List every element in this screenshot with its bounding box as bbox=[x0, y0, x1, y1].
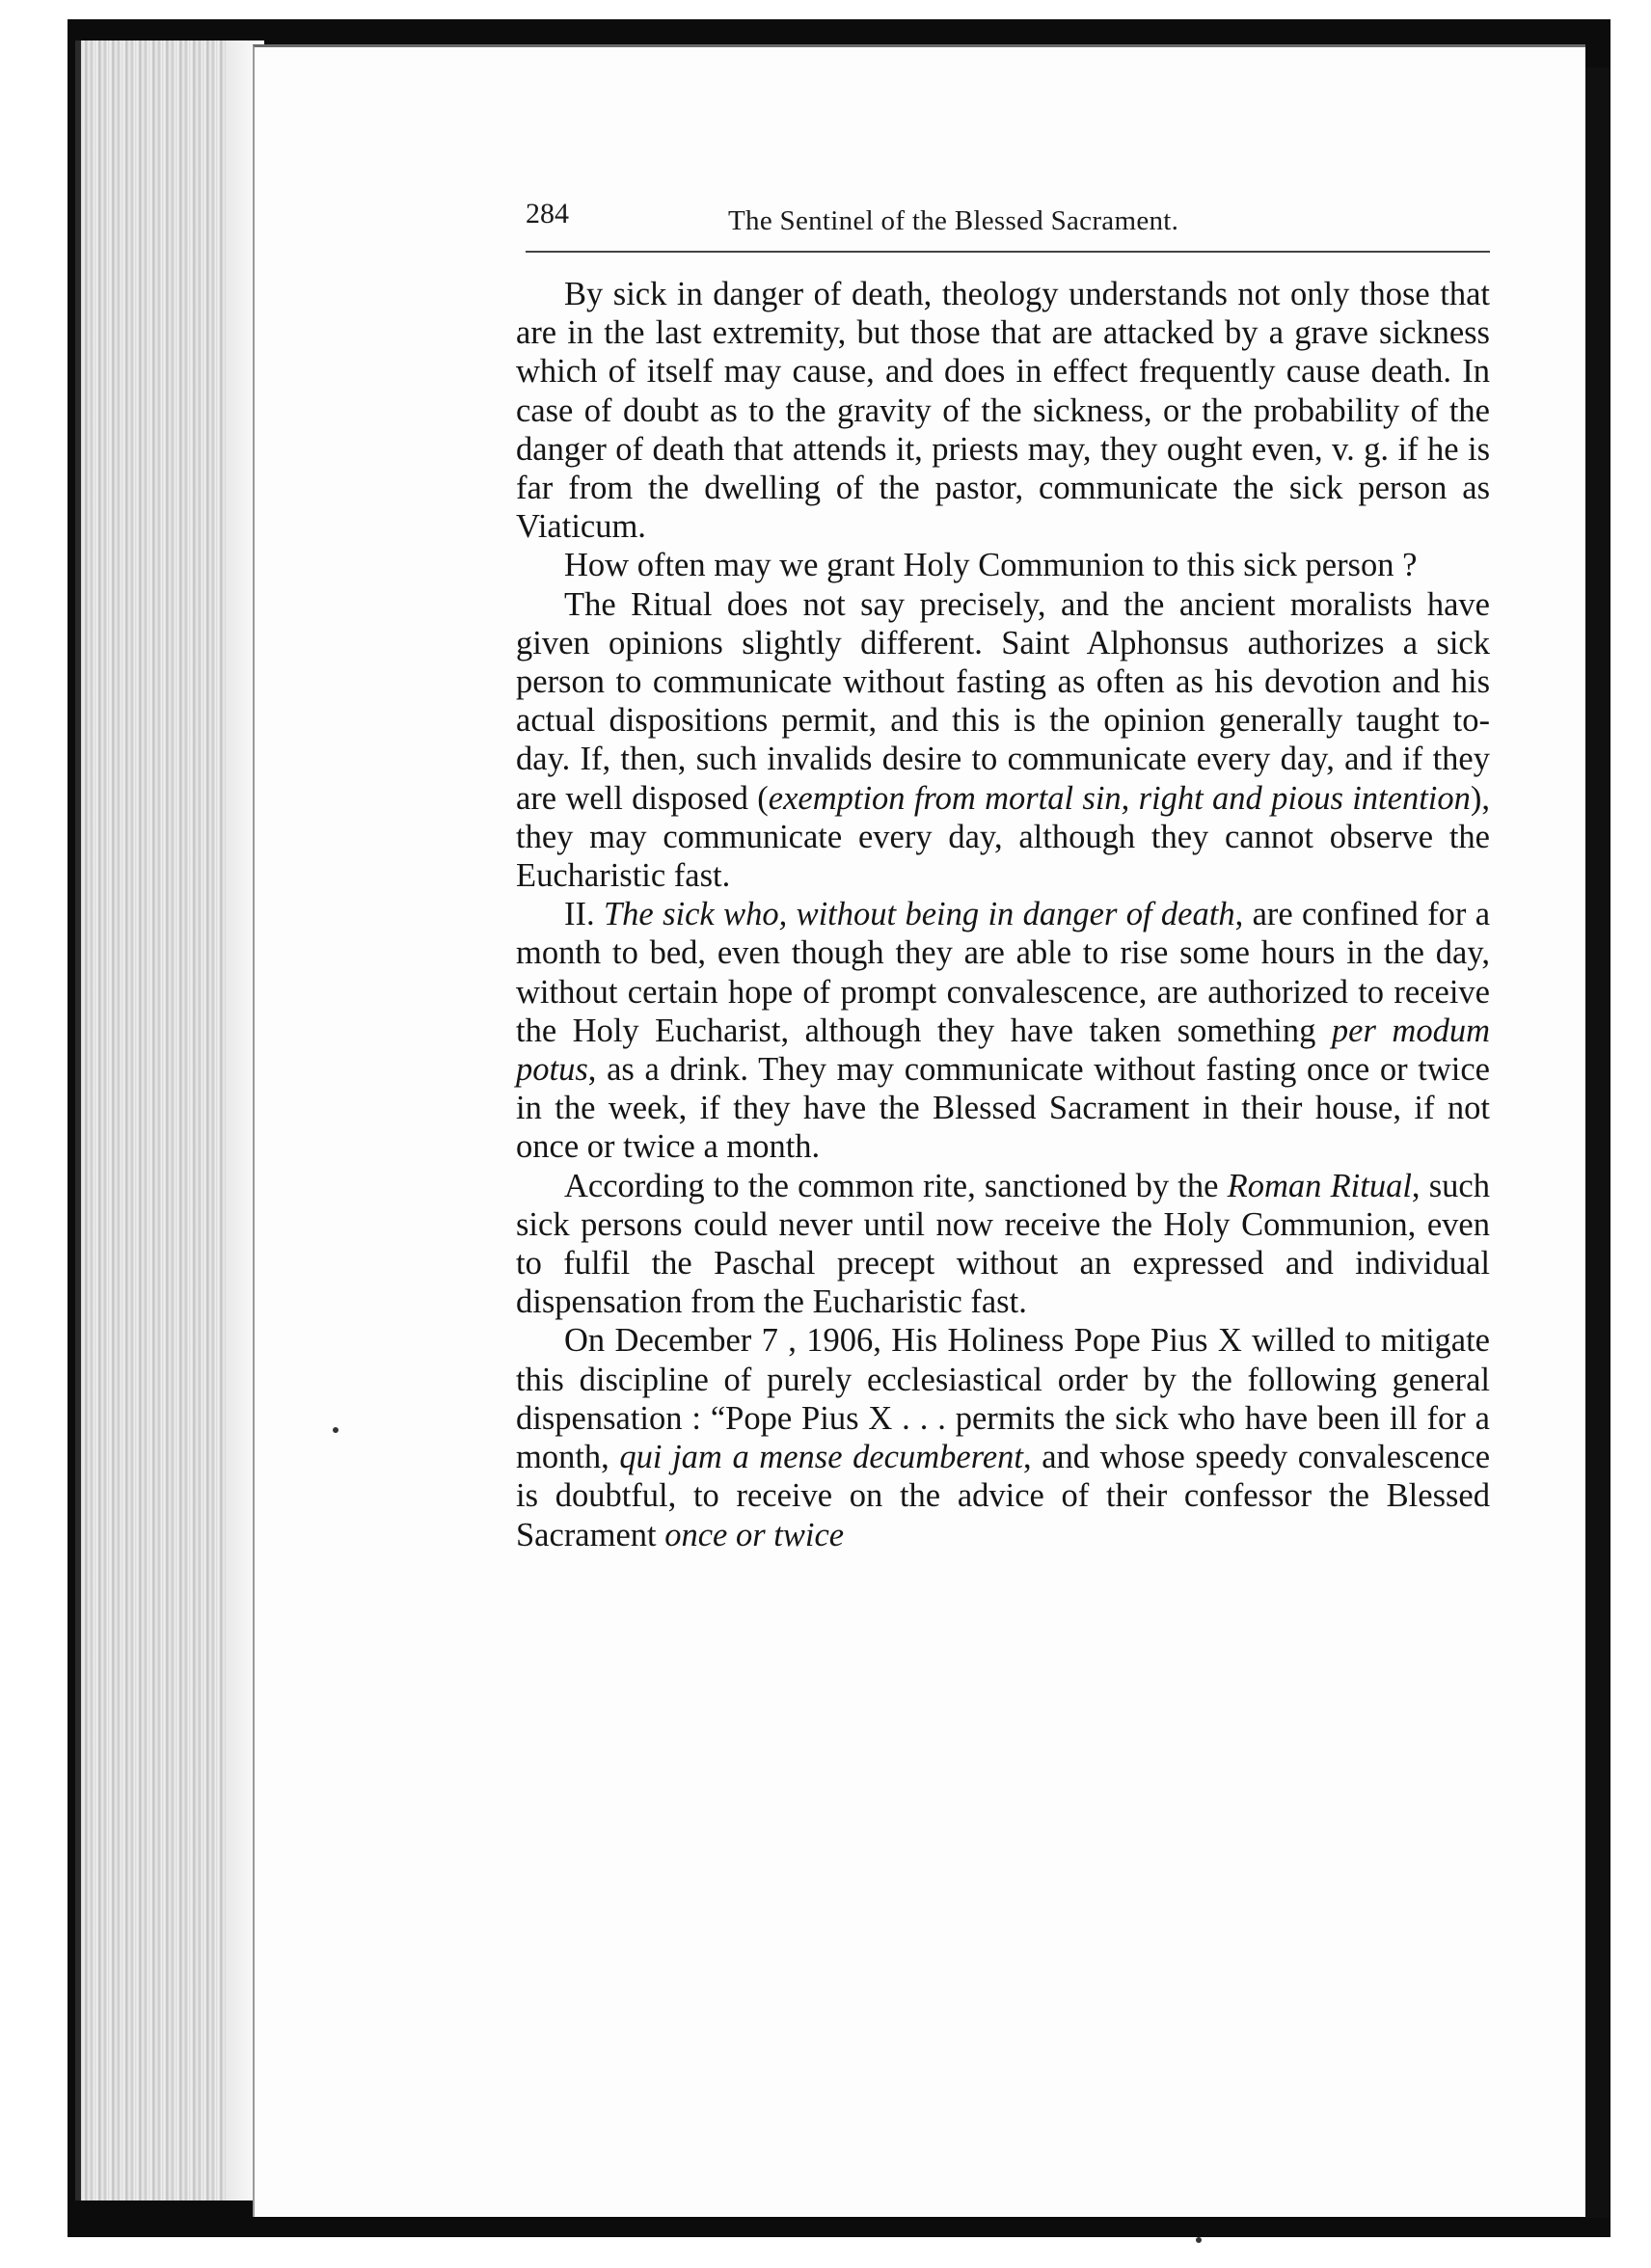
text-span: On December 7 , 1906, His Holiness Pope Pius X willed to mitigate this discipline of purely ecclesiastical order by the following general dispensation : “Pope Pius X . . . permits the sick who have been ill for a month, bbox=[516, 1322, 1490, 1476]
paragraph-common-rite bbox=[516, 1167, 1490, 1322]
book-page-edges bbox=[75, 40, 264, 2200]
italic-span: qui jam a mense decumberent bbox=[619, 1439, 1024, 1476]
scan-speck bbox=[1196, 2237, 1202, 2243]
text-span: ), they may communicate every day, although they cannot observe the Eucharistic fast. bbox=[516, 779, 1490, 895]
italic-span: The sick who, without being in danger of death bbox=[603, 896, 1235, 933]
italic-span: once or twice bbox=[664, 1516, 845, 1553]
paragraph-ritual bbox=[516, 585, 1490, 896]
book-gutter-shadow bbox=[1582, 68, 1610, 2218]
text-span: , as a drink. They may communicate without fasting once or twice in the week, if they have the Blessed Sacrament in their house, if not once or twice a month. bbox=[516, 1051, 1490, 1166]
header-rule bbox=[526, 251, 1490, 253]
text-span: , such sick persons could never until now receive the Holy Communion, even to fulfil the Paschal precept without an expressed and individual dispensation from the Eucharistic fast. bbox=[516, 1167, 1490, 1321]
section-number: II. bbox=[564, 896, 604, 933]
italic-span: per modum potus bbox=[516, 1012, 1490, 1089]
running-title: The Sentinel of the Blessed Sacrament. bbox=[728, 205, 1179, 236]
page-body bbox=[516, 275, 1490, 1554]
paragraph-death-definition: By sick in danger of death, theology understands not only those that are in the last extremity, but those that are attacked by a grave sickness which of itself may cause, and does in effect frequently cause death. In case of doubt as to the gravity of the sickness, or the probability of the danger of death that attends it, priests may, they ought even, v. g. if he is far from the dwelling of the pastor, communicate the sick person as Viaticum. bbox=[516, 276, 1490, 546]
text-span: According to the common rite, sanctioned by the bbox=[564, 1167, 1228, 1204]
page-header bbox=[526, 198, 1490, 246]
text-span: , and whose speedy convalescence is doubtful, to receive on the advice of their confessor the Blessed Sacrament bbox=[516, 1439, 1491, 1553]
page-number: 284 bbox=[526, 198, 569, 230]
paragraph-section-ii bbox=[516, 895, 1490, 1166]
scan-speck bbox=[333, 1427, 338, 1433]
italic-span: exemption from mortal sin, right and pious intention bbox=[768, 779, 1471, 817]
paragraph-question: How often may we grant Holy Communion to this sick person ? bbox=[564, 547, 1418, 584]
paragraph-pius-x bbox=[516, 1321, 1490, 1553]
italic-span: Roman Ritual bbox=[1227, 1167, 1412, 1204]
text-span: , are confined for a month to bed, even though they are able to rise some hours in the day, without certain hope of prompt convalescence, are authorized to receive the Holy Eucharist, although they have taken something bbox=[516, 896, 1491, 1049]
text-span: The Ritual does not say precisely, and the ancient moralists have given opinions slightly different. Saint Alphonsus authorizes a sick person to communicate without fasting as often as his devotion and his actual dispositions permit, and this is the opinion generally taught to-day. If, then, such invalids desire to communicate every day, and if they are well disposed ( bbox=[516, 585, 1490, 817]
